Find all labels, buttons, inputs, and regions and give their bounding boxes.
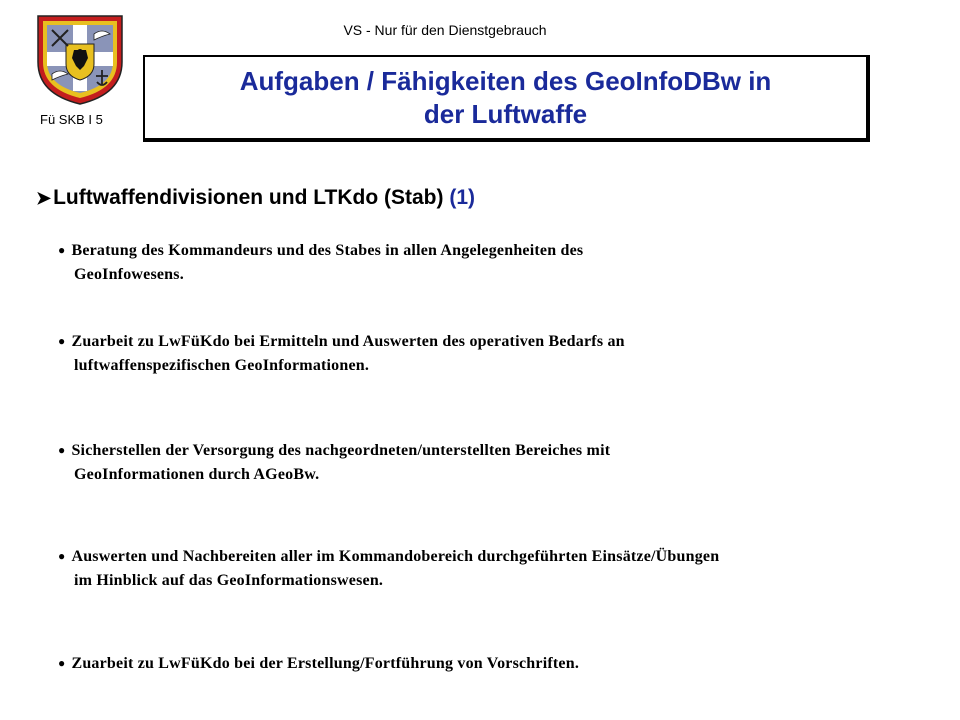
list-item-line-2: GeoInfowesens. <box>74 266 184 283</box>
list-item-line-2: luftwaffenspezifischen GeoInformationen. <box>74 357 370 374</box>
list-item-line-1: Auswerten und Nachbereiten aller im Kommandobereich durchgeführten Einsätze/Übungen <box>71 548 720 565</box>
title-box <box>143 55 870 142</box>
unit-label: Fü SKB I 5 <box>40 112 103 127</box>
list-item-line-1: Zuarbeit zu LwFüKdo bei Ermitteln und Auswerten des operativen Bedarfs an <box>71 333 625 350</box>
bullet-dot-icon: ● <box>58 243 66 257</box>
section-number: (1) <box>449 186 476 209</box>
bullet-dot-icon: ● <box>58 656 66 670</box>
bullet-dot-icon: ● <box>58 443 66 457</box>
page-title <box>186 65 826 131</box>
section-heading <box>36 186 475 210</box>
list-item <box>58 330 938 378</box>
list-item <box>58 239 938 287</box>
list-item-line-2: GeoInformationen durch AGeoBw. <box>74 466 320 483</box>
title-line-2: der Luftwaffe <box>423 98 588 129</box>
list-item <box>58 439 938 487</box>
bundeswehr-crest-icon <box>36 14 124 106</box>
bullet-dot-icon: ● <box>58 334 66 348</box>
list-item <box>58 652 938 676</box>
bullet-dot-icon: ● <box>58 549 66 563</box>
section-heading-text: Luftwaffendivisionen und LTKdo (Stab) <box>53 186 444 209</box>
list-item-line-1: Zuarbeit zu LwFüKdo bei der Erstellung/Fortführung von Vorschriften. <box>71 655 580 672</box>
classification-label: VS - Nur für den Dienstgebrauch <box>343 22 547 38</box>
title-line-1: Aufgaben / Fähigkeiten des GeoInfoDBw in <box>239 65 772 96</box>
list-item <box>58 545 938 593</box>
arrow-bullet-icon: ➤ <box>36 188 52 208</box>
list-item-line-1: Sicherstellen der Versorgung des nachgeordneten/unterstellten Bereiches mit <box>71 442 611 459</box>
list-item-line-2: im Hinblick auf das GeoInformationswesen. <box>74 572 384 589</box>
list-item-line-1: Beratung des Kommandeurs und des Stabes in allen Angelegenheiten des <box>71 242 584 259</box>
